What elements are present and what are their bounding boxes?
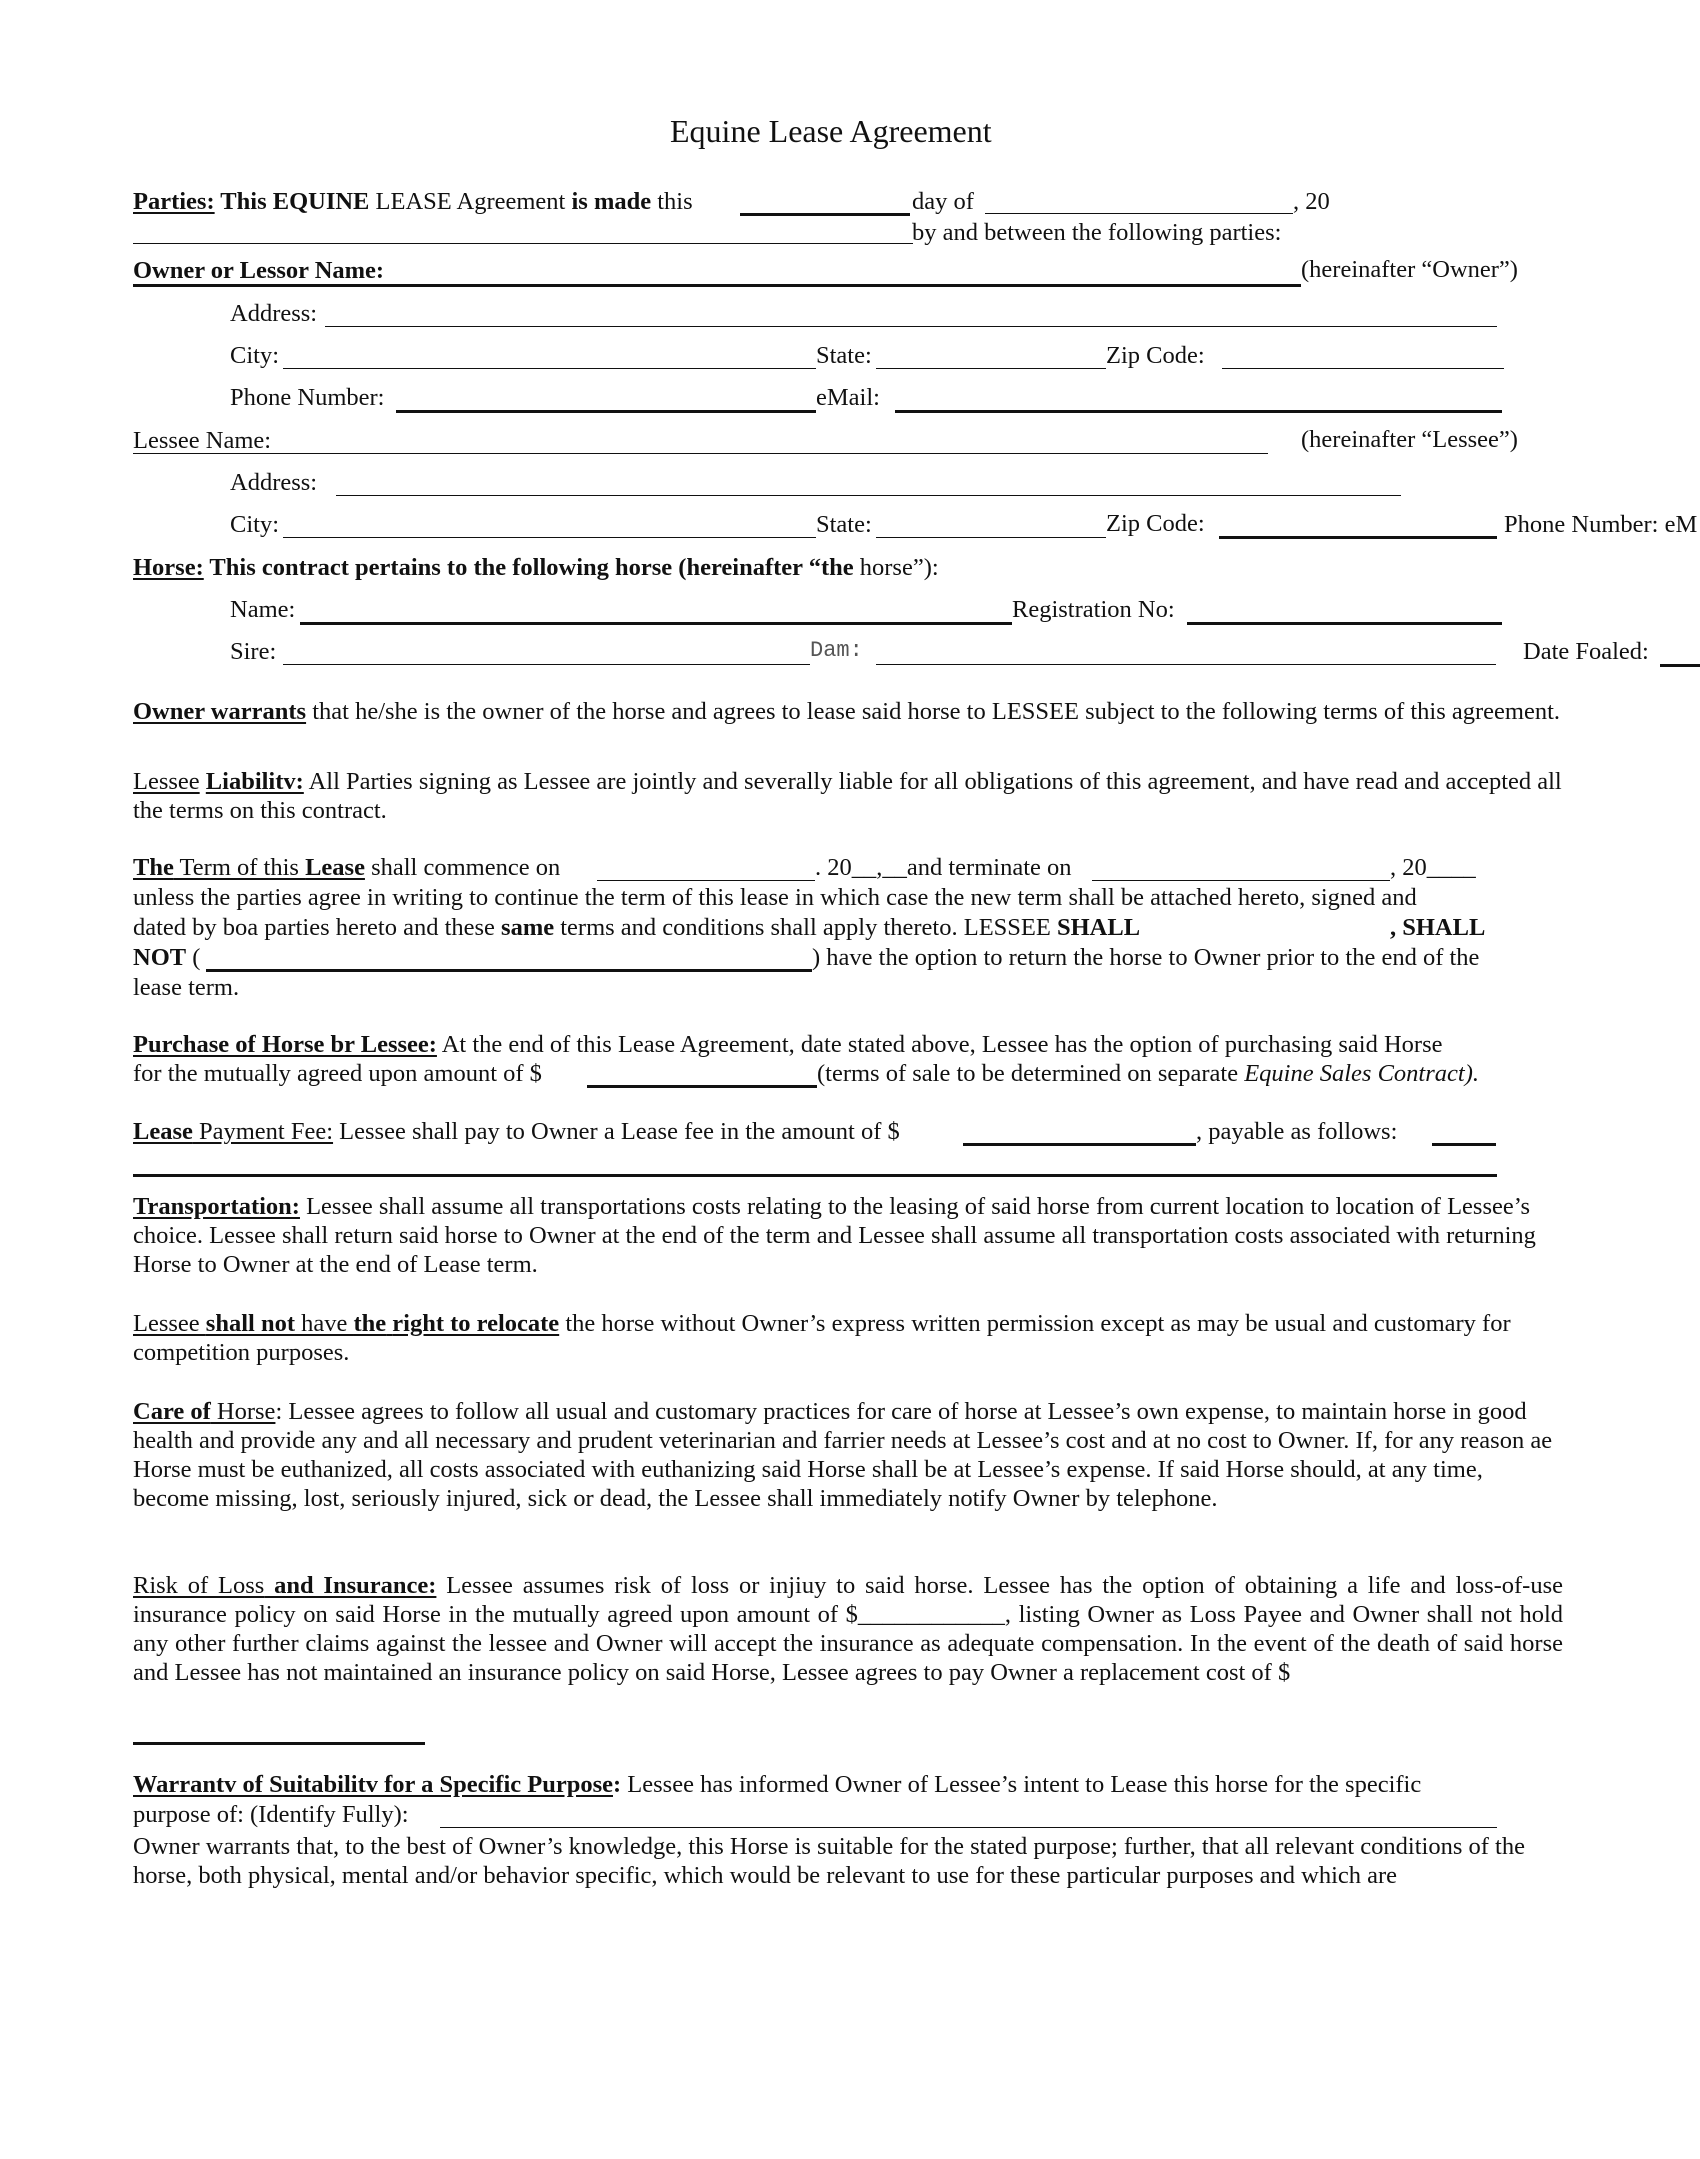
lessee-name-field[interactable] <box>133 453 1268 454</box>
month-blank[interactable] <box>985 213 1293 214</box>
purchase-line-2a: for the mutually agreed upon amount of $ <box>133 1060 542 1087</box>
page-title: Equine Lease Agreement <box>670 113 992 149</box>
term-shall: , SHALL <box>1390 914 1486 941</box>
term-line-4-end: ) have the option to return the horse to Owner prior to the end of the <box>812 944 1480 971</box>
lessee-state-field[interactable] <box>876 537 1106 538</box>
owner-phone-label: Phone Number: <box>230 384 385 411</box>
payment-payable: , payable as follows: <box>1196 1118 1398 1145</box>
lessee-address-field[interactable] <box>336 495 1401 496</box>
horse-foaled-field[interactable] <box>1660 664 1700 667</box>
owner-state-field[interactable] <box>876 368 1106 369</box>
owner-warrants-paragraph: Owner warrants that he/she is the owner of the horse and agrees to lease said horse to LESSEE subject to the following terms of this agreement. <box>133 698 1561 725</box>
horse-registration-field[interactable] <box>1187 622 1502 625</box>
lessee-zip-field[interactable] <box>1219 536 1497 539</box>
day-of-label: day of <box>912 188 974 215</box>
term-end-field[interactable] <box>1092 880 1390 881</box>
lessee-address-label: Address: <box>230 469 318 496</box>
horse-line: Horse: This contract pertains to the following horse (hereinafter “the horse”): <box>133 554 939 581</box>
horse-name-label: Name: <box>230 596 296 623</box>
warranty-purpose-label: purpose of: (Identify Fully): <box>133 1801 409 1828</box>
owner-state-label: State: <box>816 342 872 369</box>
term-line-4: NOT ( <box>133 944 201 971</box>
owner-city-label: City: <box>230 342 280 369</box>
horse-dam-field[interactable] <box>876 664 1496 665</box>
term-line-2: unless the parties agree in writing to continue the term of this lease in which case the new term shall be attached hereto, signed and <box>133 884 1417 911</box>
relocate-paragraph: Lessee shall not have the right to relocate the horse without Owner’s express written permission except as may be usual and customary for competition purposes. <box>133 1310 1511 1366</box>
day-blank[interactable] <box>740 213 910 216</box>
owner-email-label: eMail: <box>816 384 880 411</box>
term-line-3: dated by boa parties hereto and these same terms and conditions shall apply thereto. LESSEE SHALL <box>133 914 1141 941</box>
warranty-paragraph: Owner warrants that, to the best of Owner’s knowledge, this Horse is suitable for the stated purpose; further, that all relevant conditions of the horse, both physical, mental and/or behavior specific, which would be relevant to use for these particular purposes and which are <box>133 1833 1525 1889</box>
care-paragraph: Care of Horse: Lessee agrees to follow all usual and customary practices for care of horse at Lessee’s own expense, to maintain horse in good health and provide any and all necessary and prudent veterinarian and farrier needs at Lessee’s cost and at no cost to Owner. If, for any reason ae Horse must be euthanized, all costs associated with euthanizing said Horse shall be at Lessee’s expense. If said Horse should, at any time, become missing, lost, seriously injured, sick or dead, the Lessee shall immediately notify Owner by telephone. <box>133 1398 1553 1512</box>
purchase-line-1: Purchase of Horse br Lessee: At the end of this Lease Agreement, date stated above, Lessee has the option of purchasing said Horse <box>133 1031 1443 1058</box>
lessee-phone-label: Phone Number: eM <box>1504 511 1698 538</box>
owner-address-label: Address: <box>230 300 318 327</box>
payment-amount-field[interactable] <box>963 1143 1196 1146</box>
lessee-state-label: State: <box>816 511 872 538</box>
owner-name-label: Owner or Lessor Name: <box>133 257 385 284</box>
purchase-line-2b: (terms of sale to be determined on separate Equine Sales Contract). <box>817 1060 1479 1087</box>
liability-paragraph: Lessee Liabilitv: All Parties signing as Lessee are jointly and severally liable for all obligations of this agreement, and have read and accepted all the terms on this contract. <box>133 768 1562 824</box>
lessee-city-field[interactable] <box>283 537 816 538</box>
term-year2: , 20____ <box>1390 854 1476 881</box>
term-start-field[interactable] <box>597 880 815 881</box>
parties-line: Parties: This EQUINE LEASE Agreement is made this <box>133 188 693 215</box>
term-line-1: The Term of this Lease shall commence on <box>133 854 561 881</box>
lessee-city-label: City: <box>230 511 280 538</box>
parties-label: Parties: <box>133 188 215 215</box>
owner-name-field[interactable] <box>133 284 1301 287</box>
owner-city-field[interactable] <box>283 368 816 369</box>
owner-phone-field[interactable] <box>396 410 816 413</box>
owner-zip-field[interactable] <box>1222 368 1504 369</box>
payment-terms-field[interactable] <box>1432 1143 1496 1146</box>
lessee-name-label: Lessee Name: <box>133 427 272 454</box>
payment-line: Lease Payment Fee: Lessee shall pay to Owner a Lease fee in the amount of $ <box>133 1118 900 1145</box>
purchase-amount-field[interactable] <box>587 1085 817 1088</box>
horse-sire-field[interactable] <box>283 664 810 665</box>
replacement-cost-field[interactable] <box>133 1742 425 1745</box>
year-label: , 20 <box>1293 188 1330 215</box>
owner-address-field[interactable] <box>325 326 1497 327</box>
by-between-label: by and between the following parties: <box>912 219 1282 246</box>
horse-foaled-label: Date Foaled: <box>1523 638 1649 665</box>
owner-hereinafter: (hereinafter “Owner”) <box>1301 256 1518 283</box>
horse-sire-label: Sire: <box>230 638 277 665</box>
owner-email-field[interactable] <box>895 410 1502 413</box>
horse-label: Horse: <box>133 554 204 581</box>
lessee-zip-label: Zip Code: <box>1106 510 1205 537</box>
term-year1: . 20__,__and terminate on <box>815 854 1072 881</box>
payment-terms-line[interactable] <box>133 1174 1497 1177</box>
warranty-line-1: Warrantv of Suitabilitv for a Specific Purpose: Lessee has informed Owner of Lessee’s intent to Lease this horse for the specific <box>133 1771 1422 1798</box>
term-line-5: lease term. <box>133 974 240 1001</box>
lessee-hereinafter: (hereinafter “Lessee”) <box>1301 426 1518 453</box>
warranty-purpose-field[interactable] <box>440 1827 1497 1828</box>
parties-blank[interactable] <box>133 243 913 244</box>
horse-dam-label: Dam: <box>810 638 863 663</box>
owner-zip-label: Zip Code: <box>1106 342 1205 369</box>
term-option-field[interactable] <box>206 969 812 972</box>
transportation-paragraph: Transportation: Lessee shall assume all transportations costs relating to the leasing of said horse from current location to location of Lessee’s choice. Lessee shall return said horse to Owner at the end of the term and Lessee shall assume all transportation costs associated with returning Horse to Owner at the end of Lease term. <box>133 1193 1536 1278</box>
horse-name-field[interactable] <box>300 622 1012 625</box>
risk-paragraph: Risk of Loss and Insurance: Lessee assumes risk of loss or injiuy to said horse. Lessee has the option of obtaining a life and loss-of-use insurance policy on said Horse in the mutually agreed upon amount of $____________, listing Owner as Loss Payee and Owner shall not hold any other further claims against the lessee and Owner will accept the insurance as adequate compensation. In the event of the death of said horse and Lessee has not maintained an insurance policy on said Horse, Lessee agrees to pay Owner a replacement cost of $ <box>133 1572 1563 1686</box>
horse-registration-label: Registration No: <box>1012 596 1175 623</box>
